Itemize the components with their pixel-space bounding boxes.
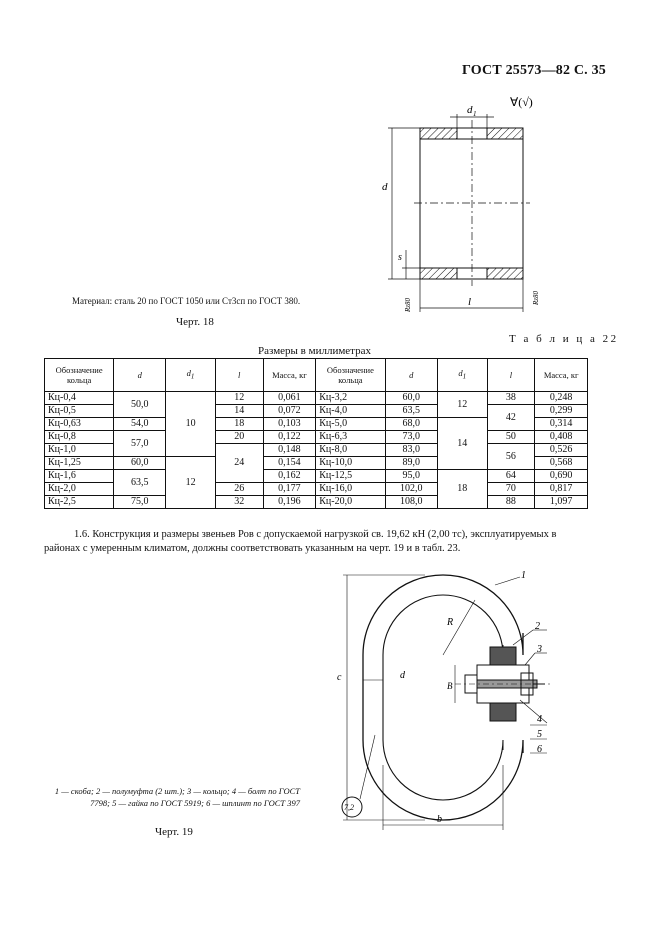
callout-4: 4 xyxy=(537,714,542,725)
figure-18-caption: Черт. 18 xyxy=(176,316,214,328)
table-row: Кц-0,4 50,0 10 12 0,061 Кц-3,2 60,0 12 38 0,248 xyxy=(45,392,588,405)
label-B: B xyxy=(447,681,453,691)
col-header: d xyxy=(385,359,437,392)
table-row: Кц-1,25 60,0 12 0,154 Кц-10,0 89,0 0,568 xyxy=(45,457,588,470)
callout-2: 2 xyxy=(535,621,540,632)
roughness-symbol: ∀(√) xyxy=(510,95,533,109)
col-header: Масса, кг xyxy=(535,359,588,392)
col-header: Масса, кг xyxy=(263,359,316,392)
callout-3: 3 xyxy=(537,644,542,655)
label-d: d xyxy=(382,181,388,193)
table-row: Кц-0,5 14 0,072 Кц-4,0 63,5 42 0,299 xyxy=(45,405,588,418)
callout-5: 5 xyxy=(537,729,542,740)
label-b: b xyxy=(437,814,442,825)
material-note: Материал: сталь 20 по ГОСТ 1050 или Ст3сп по ГОСТ 380. xyxy=(72,296,301,306)
label-d: d xyxy=(400,670,405,681)
figure-19-caption: Черт. 19 xyxy=(155,826,193,838)
col-header: $d_1$ xyxy=(438,359,488,392)
table-22 xyxy=(44,358,588,509)
page-header: ГОСТ 25573—82 С. 35 xyxy=(462,63,606,78)
label-c: c xyxy=(337,672,342,683)
table-row: Кц-0,8 57,0 20 0,122 Кц-6,3 73,0 50 0,408 xyxy=(45,431,588,444)
label-l: l xyxy=(468,296,472,308)
label-d1: d xyxy=(467,104,473,116)
table-row: Кц-1,6 63,5 0,162 Кц-12,5 95,0 18 64 0,690 xyxy=(45,470,588,483)
table-units: Размеры в миллиметрах xyxy=(258,345,371,357)
figure-18-ring-drawing xyxy=(370,90,590,315)
table-row: Кц-2,0 26 0,177 Кц-16,0 102,0 70 0,817 xyxy=(45,483,588,496)
roughness-left: Rz80 xyxy=(404,298,412,312)
col-header: $d_1$ xyxy=(166,359,216,392)
label-d1-sub: 1 xyxy=(473,110,477,118)
figure-19-legend: 1 — скоба; 2 — полумуфта (2 шт.); 3 — кольцо; 4 — болт по ГОСТ 7798; 5 — гайка по ГОСТ 5919; 6 — шплинт по ГОСТ 397 xyxy=(54,786,300,808)
table-header-row xyxy=(45,359,588,392)
table-row: Кц-2,5 75,0 32 0,196 Кц-20,0 108,0 88 1,097 xyxy=(45,496,588,509)
figure-19-link-drawing xyxy=(325,565,575,835)
callout-1: 1 xyxy=(521,570,526,581)
table-row: Кц-1,0 24 0,148 Кц-8,0 83,0 56 0,526 xyxy=(45,444,588,457)
roughness-value: 7,2 xyxy=(344,803,354,812)
col-header: d xyxy=(114,359,166,392)
paragraph-1-6: 1.6. Конструкция и размеры звеньев Ров с допускаемой нагрузкой св. 19,62 кН (2,00 тс), эксплуатируемых в районах с умеренным климатом, должны соответствовать указанным на черт. 19 и в табл. 23. xyxy=(44,529,557,554)
table-row: Кц-0,63 54,0 18 0,103 Кц-5,0 68,0 14 0,314 xyxy=(45,418,588,431)
roughness-right: Rz80 xyxy=(532,291,540,305)
col-header: Обозначение кольца xyxy=(45,359,114,392)
label-R: R xyxy=(447,617,454,628)
col-header: Обозначение кольца xyxy=(316,359,385,392)
table-title: Т а б л и ц а 22 xyxy=(509,333,619,345)
callout-6: 6 xyxy=(537,744,542,755)
label-s: s xyxy=(398,252,402,263)
col-header: l xyxy=(487,359,535,392)
col-header: l xyxy=(215,359,263,392)
